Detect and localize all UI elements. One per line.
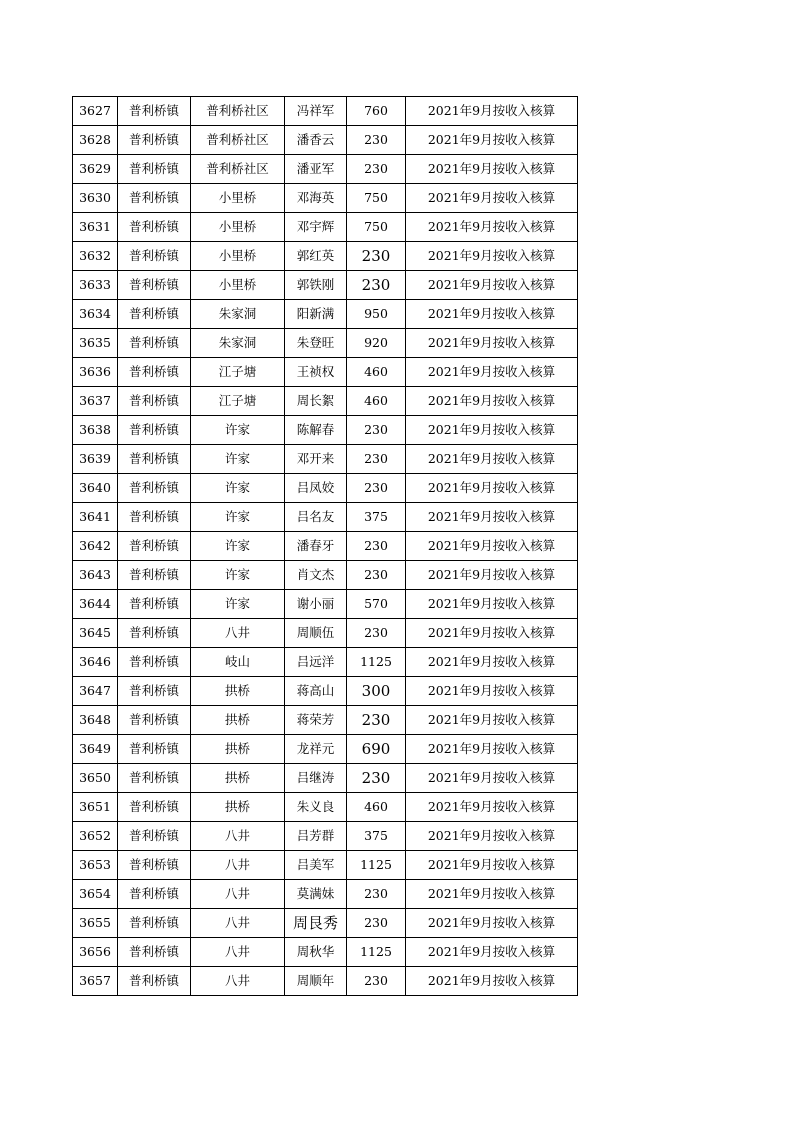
amount-cell: 230 [347,909,406,938]
town-cell: 普利桥镇 [118,880,191,909]
note-cell: 2021年9月按收入核算 [406,416,578,445]
town-cell: 普利桥镇 [118,387,191,416]
name-cell: 王祯权 [285,358,347,387]
record-number-cell: 3645 [73,619,118,648]
amount-cell: 230 [347,532,406,561]
note-cell: 2021年9月按收入核算 [406,387,578,416]
table-row [73,329,578,358]
table-row [73,909,578,938]
town-cell: 普利桥镇 [118,503,191,532]
name-cell: 潘亚军 [285,155,347,184]
amount-cell: 760 [347,97,406,126]
name-cell: 陈解春 [285,416,347,445]
village-cell: 拱桥 [191,764,285,793]
record-number-cell: 3641 [73,503,118,532]
town-cell: 普利桥镇 [118,126,191,155]
village-cell: 八井 [191,822,285,851]
village-cell: 小里桥 [191,213,285,242]
town-cell: 普利桥镇 [118,677,191,706]
table-row [73,735,578,764]
table-row [73,213,578,242]
village-cell: 八井 [191,938,285,967]
record-number-cell: 3646 [73,648,118,677]
name-cell: 周艮秀 [285,909,347,938]
note-cell: 2021年9月按收入核算 [406,155,578,184]
note-cell: 2021年9月按收入核算 [406,445,578,474]
note-cell: 2021年9月按收入核算 [406,532,578,561]
record-number-cell: 3643 [73,561,118,590]
village-cell: 许家 [191,590,285,619]
table-row [73,300,578,329]
record-number-cell: 3631 [73,213,118,242]
record-number-cell: 3638 [73,416,118,445]
record-number-cell: 3650 [73,764,118,793]
name-cell: 吕远洋 [285,648,347,677]
amount-cell: 230 [347,445,406,474]
town-cell: 普利桥镇 [118,300,191,329]
amount-cell: 230 [347,967,406,996]
note-cell: 2021年9月按收入核算 [406,735,578,764]
table-row [73,445,578,474]
note-cell: 2021年9月按收入核算 [406,851,578,880]
amount-cell: 230 [347,416,406,445]
village-cell: 江子塘 [191,387,285,416]
amount-cell: 950 [347,300,406,329]
village-cell: 朱家洞 [191,329,285,358]
town-cell: 普利桥镇 [118,329,191,358]
table-row [73,851,578,880]
table-row [73,532,578,561]
amount-cell: 230 [347,706,406,735]
table-row [73,271,578,300]
record-number-cell: 3632 [73,242,118,271]
village-cell: 八井 [191,967,285,996]
village-cell: 小里桥 [191,271,285,300]
table-row [73,590,578,619]
village-cell: 八井 [191,880,285,909]
name-cell: 潘香云 [285,126,347,155]
note-cell: 2021年9月按收入核算 [406,822,578,851]
note-cell: 2021年9月按收入核算 [406,213,578,242]
record-number-cell: 3630 [73,184,118,213]
table-row [73,387,578,416]
name-cell: 邓海英 [285,184,347,213]
table-row [73,880,578,909]
note-cell: 2021年9月按收入核算 [406,880,578,909]
town-cell: 普利桥镇 [118,706,191,735]
note-cell: 2021年9月按收入核算 [406,648,578,677]
name-cell: 蒋荣芳 [285,706,347,735]
village-cell: 普利桥社区 [191,97,285,126]
amount-cell: 230 [347,126,406,155]
town-cell: 普利桥镇 [118,822,191,851]
note-cell: 2021年9月按收入核算 [406,561,578,590]
name-cell: 潘春牙 [285,532,347,561]
note-cell: 2021年9月按收入核算 [406,184,578,213]
village-cell: 岐山 [191,648,285,677]
name-cell: 周顺年 [285,967,347,996]
village-cell: 江子塘 [191,358,285,387]
village-cell: 普利桥社区 [191,155,285,184]
village-cell: 普利桥社区 [191,126,285,155]
village-cell: 八井 [191,909,285,938]
town-cell: 普利桥镇 [118,416,191,445]
table-row [73,822,578,851]
amount-cell: 920 [347,329,406,358]
village-cell: 许家 [191,561,285,590]
record-number-cell: 3634 [73,300,118,329]
table-row [73,648,578,677]
village-cell: 许家 [191,445,285,474]
record-number-cell: 3648 [73,706,118,735]
record-number-cell: 3655 [73,909,118,938]
record-number-cell: 3656 [73,938,118,967]
table-row [73,155,578,184]
note-cell: 2021年9月按收入核算 [406,677,578,706]
note-cell: 2021年9月按收入核算 [406,126,578,155]
record-number-cell: 3642 [73,532,118,561]
amount-cell: 1125 [347,938,406,967]
village-cell: 八井 [191,619,285,648]
name-cell: 肖文杰 [285,561,347,590]
town-cell: 普利桥镇 [118,735,191,764]
record-number-cell: 3639 [73,445,118,474]
town-cell: 普利桥镇 [118,648,191,677]
table-row [73,967,578,996]
town-cell: 普利桥镇 [118,155,191,184]
town-cell: 普利桥镇 [118,619,191,648]
amount-cell: 375 [347,822,406,851]
name-cell: 莫满妹 [285,880,347,909]
town-cell: 普利桥镇 [118,793,191,822]
village-cell: 许家 [191,474,285,503]
amount-cell: 300 [347,677,406,706]
village-cell: 许家 [191,416,285,445]
town-cell: 普利桥镇 [118,213,191,242]
name-cell: 龙祥元 [285,735,347,764]
note-cell: 2021年9月按收入核算 [406,358,578,387]
record-table [72,96,578,996]
table-row [73,938,578,967]
town-cell: 普利桥镇 [118,909,191,938]
name-cell: 蒋高山 [285,677,347,706]
record-number-cell: 3636 [73,358,118,387]
village-cell: 拱桥 [191,793,285,822]
amount-cell: 230 [347,561,406,590]
table-row [73,242,578,271]
record-number-cell: 3627 [73,97,118,126]
record-number-cell: 3629 [73,155,118,184]
town-cell: 普利桥镇 [118,184,191,213]
note-cell: 2021年9月按收入核算 [406,590,578,619]
table-row [73,97,578,126]
table-row [73,184,578,213]
record-number-cell: 3649 [73,735,118,764]
name-cell: 吕名友 [285,503,347,532]
note-cell: 2021年9月按收入核算 [406,706,578,735]
village-cell: 朱家洞 [191,300,285,329]
name-cell: 周秋华 [285,938,347,967]
amount-cell: 750 [347,184,406,213]
town-cell: 普利桥镇 [118,938,191,967]
table-row [73,474,578,503]
table-row [73,561,578,590]
table-row [73,619,578,648]
note-cell: 2021年9月按收入核算 [406,474,578,503]
town-cell: 普利桥镇 [118,242,191,271]
note-cell: 2021年9月按收入核算 [406,271,578,300]
name-cell: 吕芳群 [285,822,347,851]
note-cell: 2021年9月按收入核算 [406,329,578,358]
name-cell: 朱登旺 [285,329,347,358]
village-cell: 小里桥 [191,184,285,213]
record-number-cell: 3644 [73,590,118,619]
amount-cell: 230 [347,764,406,793]
village-cell: 拱桥 [191,677,285,706]
town-cell: 普利桥镇 [118,474,191,503]
note-cell: 2021年9月按收入核算 [406,967,578,996]
town-cell: 普利桥镇 [118,97,191,126]
name-cell: 周顺伍 [285,619,347,648]
village-cell: 拱桥 [191,706,285,735]
amount-cell: 1125 [347,648,406,677]
record-table-body [73,97,578,996]
amount-cell: 230 [347,880,406,909]
table-row [73,416,578,445]
name-cell: 阳新满 [285,300,347,329]
name-cell: 周长絮 [285,387,347,416]
name-cell: 郭铁刚 [285,271,347,300]
amount-cell: 375 [347,503,406,532]
town-cell: 普利桥镇 [118,445,191,474]
amount-cell: 1125 [347,851,406,880]
note-cell: 2021年9月按收入核算 [406,97,578,126]
name-cell: 邓开来 [285,445,347,474]
record-number-cell: 3647 [73,677,118,706]
town-cell: 普利桥镇 [118,764,191,793]
amount-cell: 230 [347,619,406,648]
note-cell: 2021年9月按收入核算 [406,242,578,271]
table-row [73,706,578,735]
record-number-cell: 3633 [73,271,118,300]
town-cell: 普利桥镇 [118,967,191,996]
record-number-cell: 3651 [73,793,118,822]
name-cell: 郭红英 [285,242,347,271]
record-number-cell: 3652 [73,822,118,851]
record-number-cell: 3657 [73,967,118,996]
table-row [73,126,578,155]
note-cell: 2021年9月按收入核算 [406,938,578,967]
name-cell: 朱义良 [285,793,347,822]
amount-cell: 690 [347,735,406,764]
amount-cell: 230 [347,474,406,503]
village-cell: 小里桥 [191,242,285,271]
amount-cell: 460 [347,358,406,387]
name-cell: 吕凤姣 [285,474,347,503]
record-number-cell: 3628 [73,126,118,155]
record-number-cell: 3653 [73,851,118,880]
name-cell: 吕美军 [285,851,347,880]
note-cell: 2021年9月按收入核算 [406,619,578,648]
note-cell: 2021年9月按收入核算 [406,503,578,532]
table-row [73,503,578,532]
town-cell: 普利桥镇 [118,532,191,561]
note-cell: 2021年9月按收入核算 [406,909,578,938]
record-number-cell: 3640 [73,474,118,503]
table-row [73,793,578,822]
name-cell: 谢小丽 [285,590,347,619]
village-cell: 许家 [191,503,285,532]
town-cell: 普利桥镇 [118,358,191,387]
name-cell: 冯祥军 [285,97,347,126]
table-row [73,677,578,706]
amount-cell: 230 [347,155,406,184]
amount-cell: 230 [347,271,406,300]
town-cell: 普利桥镇 [118,590,191,619]
village-cell: 许家 [191,532,285,561]
amount-cell: 570 [347,590,406,619]
name-cell: 吕继涛 [285,764,347,793]
town-cell: 普利桥镇 [118,271,191,300]
table-row [73,764,578,793]
amount-cell: 460 [347,387,406,416]
record-number-cell: 3635 [73,329,118,358]
note-cell: 2021年9月按收入核算 [406,764,578,793]
amount-cell: 460 [347,793,406,822]
note-cell: 2021年9月按收入核算 [406,793,578,822]
record-number-cell: 3637 [73,387,118,416]
town-cell: 普利桥镇 [118,851,191,880]
name-cell: 邓宇辉 [285,213,347,242]
amount-cell: 750 [347,213,406,242]
village-cell: 八井 [191,851,285,880]
table-row [73,358,578,387]
note-cell: 2021年9月按收入核算 [406,300,578,329]
town-cell: 普利桥镇 [118,561,191,590]
village-cell: 拱桥 [191,735,285,764]
record-number-cell: 3654 [73,880,118,909]
amount-cell: 230 [347,242,406,271]
